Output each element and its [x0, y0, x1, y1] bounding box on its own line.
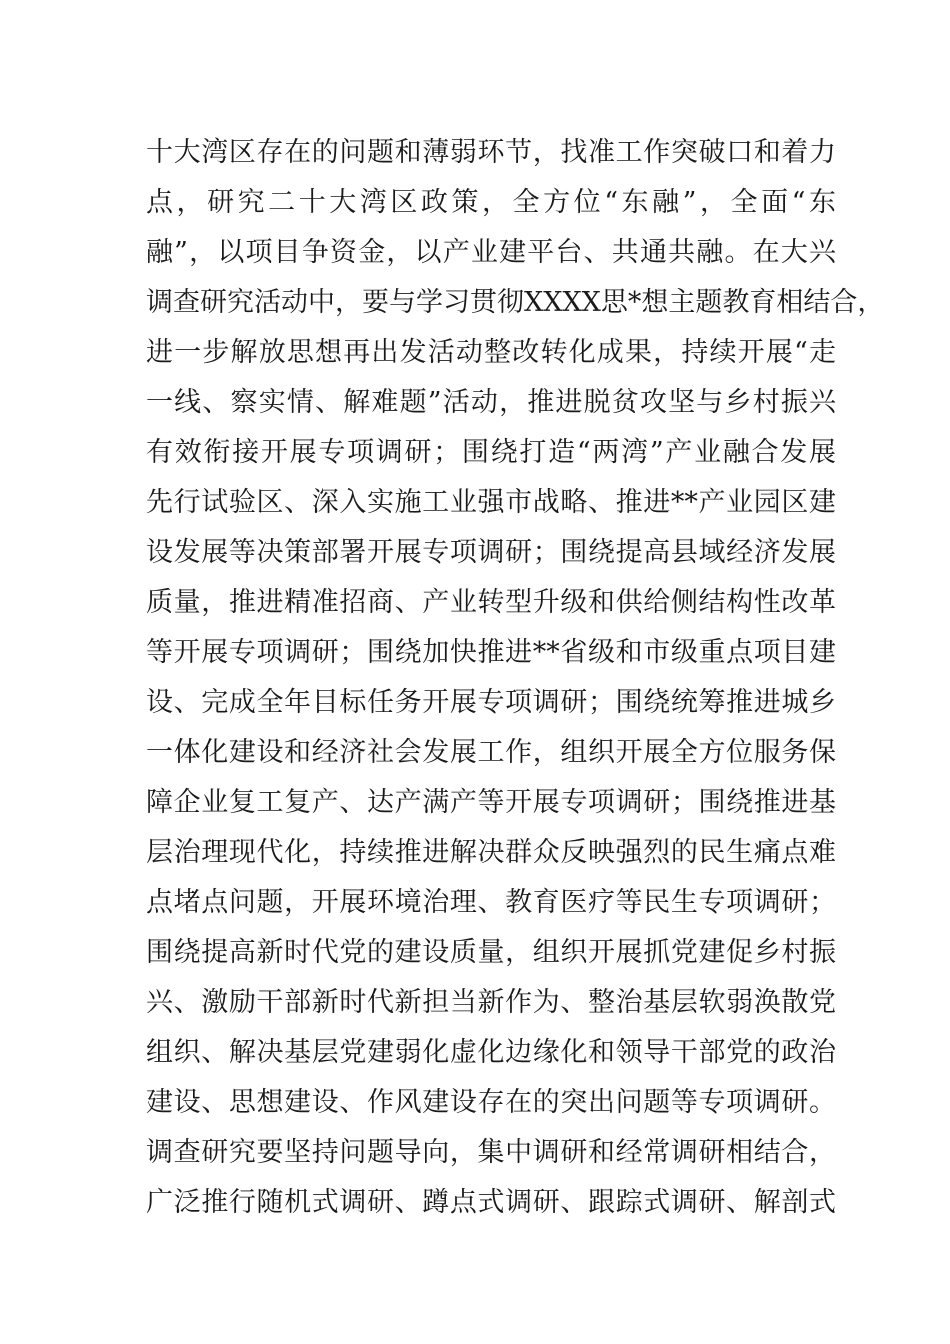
text-line: 点，研究二十大湾区政策，全方位“东融”，全面“东 [146, 187, 836, 218]
text-line: 融”，以项目争资金，以产业建平台、共通共融。在大兴 [146, 237, 836, 268]
text-line: 先行试验区、深入实施工业强市战略、推进**产业园区建 [146, 487, 836, 518]
text-line: 调查研究活动中，要与学习贯彻XXXX思*想主题教育相结合， [146, 287, 885, 318]
text-line: 组织、解决基层党建弱化虚化边缘化和领导干部党的政治 [146, 1037, 836, 1068]
text-line: 有效衔接开展专项调研；围绕打造“两湾”产业融合发展 [146, 437, 836, 468]
text-line: 围绕提高新时代党的建设质量，组织开展抓党建促乡村振 [146, 937, 836, 968]
body-paragraph [146, 128, 885, 1228]
text-line: 兴、激励干部新时代新担当新作为、整治基层软弱涣散党 [146, 987, 836, 1018]
text-line: 障企业复工复产、达产满产等开展专项调研；围绕推进基 [146, 787, 836, 818]
text-line: 一线、察实情、解难题”活动，推进脱贫攻坚与乡村振兴 [146, 387, 836, 418]
text-line: 广泛推行随机式调研、蹲点式调研、跟踪式调研、解剖式 [146, 1187, 836, 1218]
text-line: 十大湾区存在的问题和薄弱环节，找准工作突破口和着力 [146, 137, 836, 168]
text-line: 一体化建设和经济社会发展工作，组织开展全方位服务保 [146, 737, 836, 768]
text-line: 调查研究要坚持问题导向，集中调研和经常调研相结合， [146, 1137, 836, 1168]
text-line: 设发展等决策部署开展专项调研；围绕提高县域经济发展 [146, 537, 836, 568]
text-line: 点堵点问题，开展环境治理、教育医疗等民生专项调研； [146, 887, 836, 918]
text-line: 设、完成全年目标任务开展专项调研；围绕统筹推进城乡 [146, 687, 836, 718]
text-line: 等开展专项调研；围绕加快推进**省级和市级重点项目建 [146, 637, 836, 668]
text-line: 质量，推进精准招商、产业转型升级和供给侧结构性改革 [146, 587, 836, 618]
text-line: 建设、思想建设、作风建设存在的突出问题等专项调研。 [146, 1087, 836, 1118]
text-line: 层治理现代化，持续推进解决群众反映强烈的民生痛点难 [146, 837, 836, 868]
text-line: 进一步解放思想再出发活动整改转化成果，持续开展“走 [146, 337, 836, 368]
